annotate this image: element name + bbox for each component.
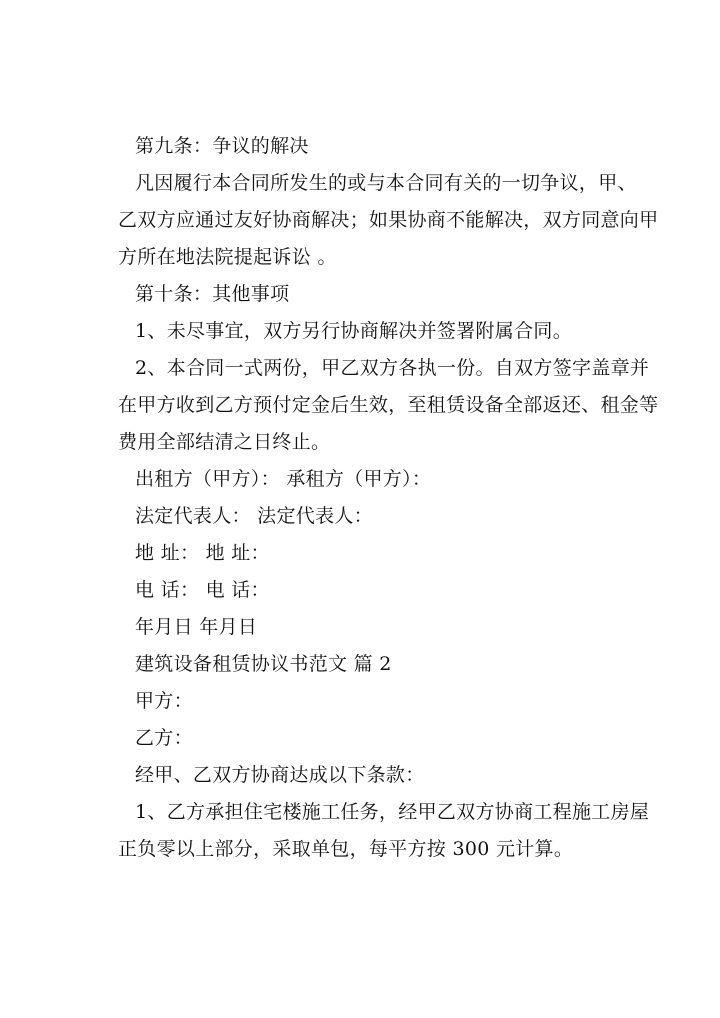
article-9-text-line-1: 凡因履行本合同所发生的或与本合同有关的一切争议，甲、 <box>135 172 637 194</box>
party-a-label: 甲方： <box>135 690 193 712</box>
article-10-item-1: 1、未尽事宜，双方另行协商解决并签署附属合同。 <box>135 320 572 342</box>
article-9-text-line-2: 乙双方应通过友好协商解决；如果协商不能解决，双方同意向甲 <box>118 209 659 231</box>
term-1-line-1: 1、乙方承担住宅楼施工任务，经甲乙双方协商工程施工房屋 <box>135 801 650 823</box>
signature-parties: 出租方（甲方）： 承租方（甲方）： <box>135 468 432 490</box>
article-9-text-line-3: 方所在地法院提起诉讼 。 <box>118 246 337 268</box>
article-10-item-2-line-2: 在甲方收到乙方预付定金后生效，至租赁设备全部返还、租金等 <box>118 394 659 416</box>
signature-phones: 电 话： 电 话： <box>135 579 270 601</box>
term-1-line-2: 正负零以上部分，采取单包，每平方按 300 元计算。 <box>118 838 574 860</box>
article-10-heading: 第十条：其他事项 <box>135 283 290 305</box>
article-10-item-2-line-3: 费用全部结清之日终止。 <box>118 431 331 453</box>
signature-dates: 年月日 年月日 <box>135 616 258 638</box>
section-title-2: 建筑设备租赁协议书范文 篇 2 <box>135 653 392 675</box>
article-10-item-2-line-1: 2、本合同一式两份，甲乙双方各执一份。自双方签字盖章并 <box>135 357 650 379</box>
document-body <box>118 128 659 868</box>
signature-representatives: 法定代表人： 法定代表人： <box>135 505 373 527</box>
terms-intro: 经甲、乙双方协商达成以下条款： <box>135 764 425 786</box>
article-9-heading: 第九条：争议的解决 <box>135 135 309 157</box>
signature-addresses: 地 址： 地 址： <box>135 542 270 564</box>
party-b-label: 乙方： <box>135 727 193 749</box>
